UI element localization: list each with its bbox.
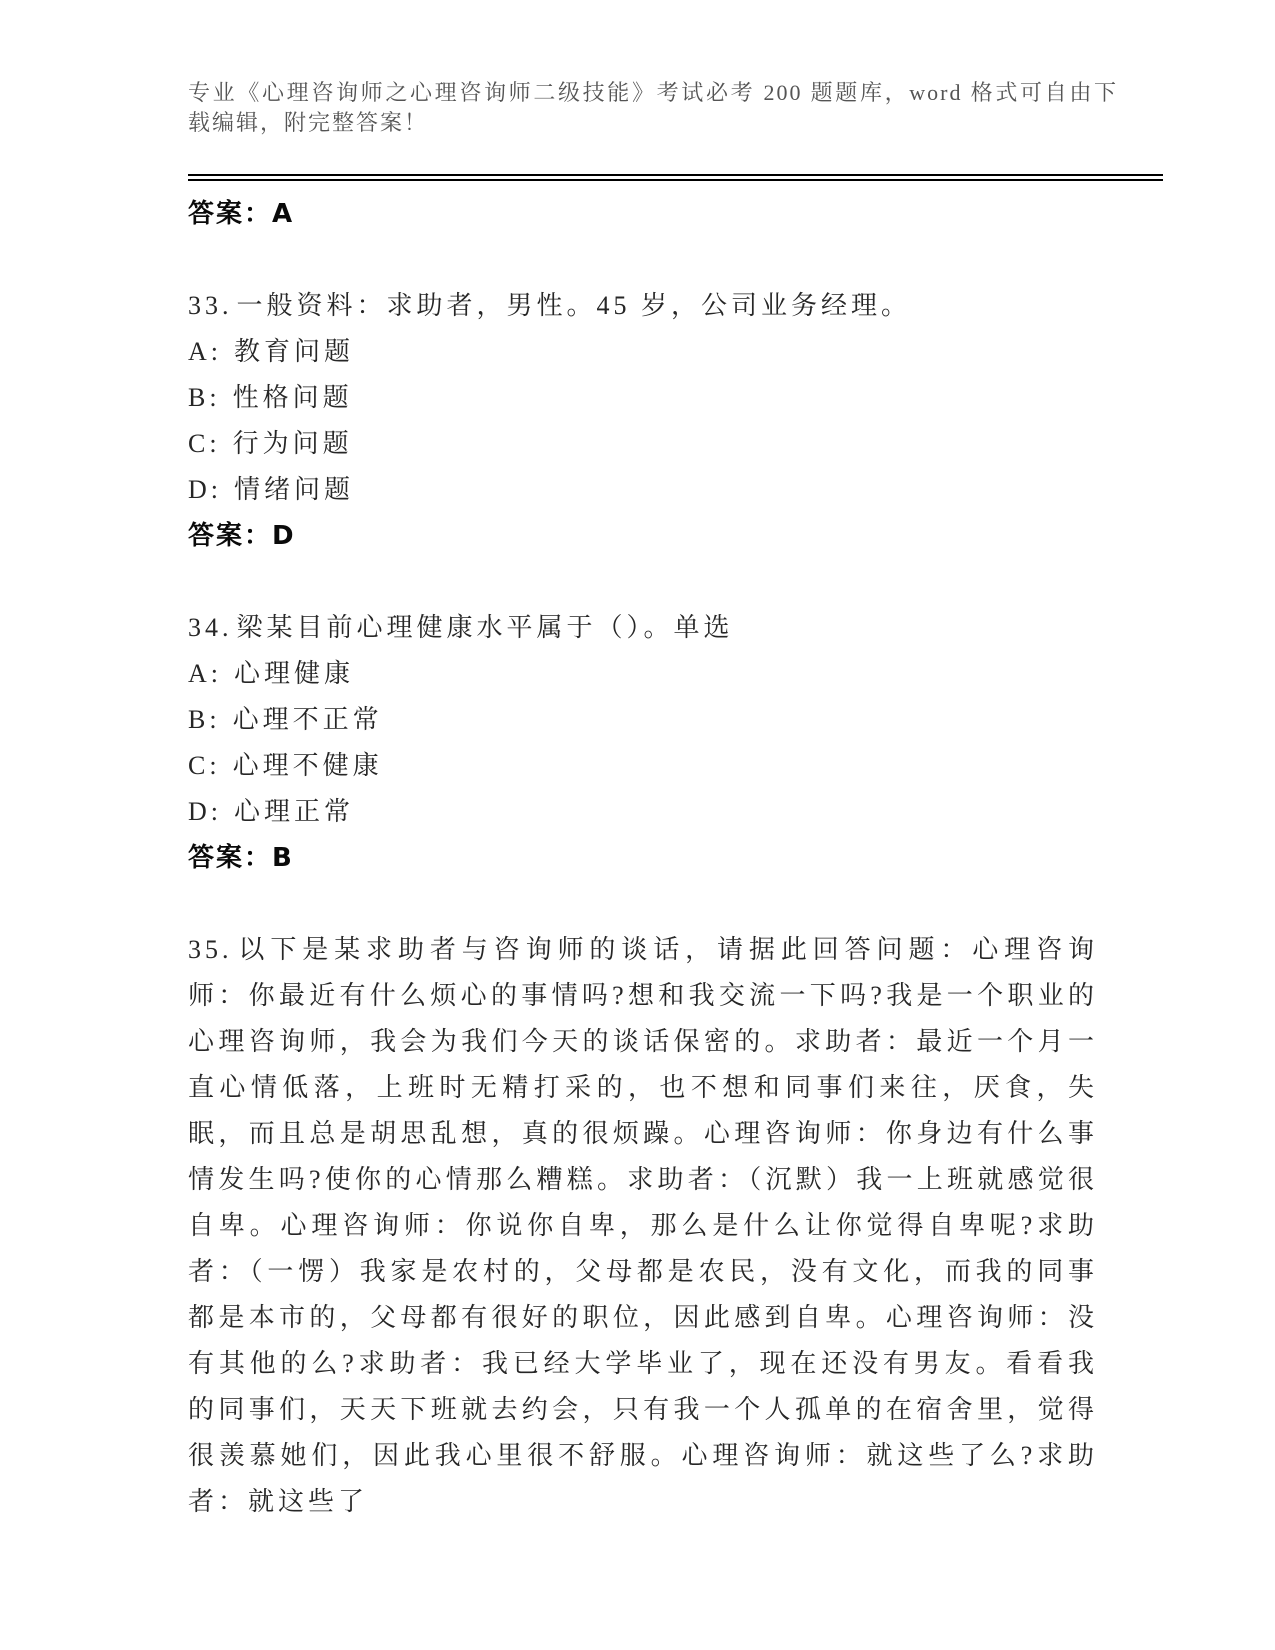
option-c — [188, 421, 1098, 467]
answer-value: A — [272, 199, 295, 229]
question-body: 以下是某求助者与咨询师的谈话，请据此回答问题：心理咨询师：你最近有什么烦心的事情吗?想和我交流一下吗?我是一个职业的心理咨询师，我会为我们今天的谈话保密的。求助者：最近一个月一直心情低落，上班时无精打采的，也不想和同事们来往，厌食，失眠，而且总是胡思乱想，真的很烦躁。心理咨询师：你身边有什么事情发生吗?使你的心情那么糟糕。求助者：（沉默）我一上班就感觉很自卑。心理咨询师：你说你自卑，那么是什么让你觉得自卑呢?求助者：（一愣）我家是农村的，父母都是农民，没有文化，而我的同事都是本市的，父母都有很好的职位，因此感到自卑。心理咨询师：没有其他的么?求助者：我已经大学毕业了，现在还没有男友。看看我的同事们，天天下班就去约会，只有我一个人孤单的在宿舍里，觉得很羡慕她们，因此我心里很不舒服。心理咨询师：就这些了么?求助者：就这些了 — [188, 935, 1098, 1516]
option-d — [188, 467, 1098, 513]
option-key: B: — [188, 383, 221, 412]
option-text: 性格问题 — [232, 383, 353, 412]
option-c — [188, 743, 1098, 789]
option-text: 心理正常 — [234, 797, 355, 826]
option-text: 心理不健康 — [232, 751, 383, 780]
option-key: C: — [188, 751, 221, 780]
question-35 — [188, 927, 1163, 1525]
option-key: C: — [188, 429, 221, 458]
option-a — [188, 329, 1098, 375]
option-key: D: — [188, 475, 222, 504]
question-text — [188, 605, 1098, 651]
answer-line — [188, 835, 1163, 881]
question-text — [188, 283, 1098, 329]
option-key: B: — [188, 705, 221, 734]
option-key: A: — [188, 337, 222, 366]
answer-line — [188, 513, 1163, 559]
section-divider — [188, 174, 1163, 181]
option-text: 心理不正常 — [232, 705, 383, 734]
question-body: 梁某目前心理健康水平属于（）。单选 — [236, 613, 734, 642]
option-key: D: — [188, 797, 222, 826]
question-number: 35. — [188, 935, 233, 964]
option-text: 教育问题 — [234, 337, 355, 366]
option-b — [188, 375, 1098, 421]
option-text: 心理健康 — [234, 659, 355, 688]
answer-label: 答案： — [188, 199, 273, 229]
question-number: 33. — [188, 291, 233, 320]
option-text: 行为问题 — [232, 429, 353, 458]
answer-label: 答案： — [188, 843, 273, 873]
question-body: 一般资料：求助者，男性。45 岁，公司业务经理。 — [236, 291, 912, 320]
option-b — [188, 697, 1098, 743]
option-d — [188, 789, 1098, 835]
answer-value: D — [272, 521, 296, 551]
option-a — [188, 651, 1098, 697]
orphan-answer-line — [188, 191, 1163, 237]
option-key: A: — [188, 659, 222, 688]
question-33 — [188, 283, 1163, 559]
header-text: 专业《心理咨询师之心理咨询师二级技能》考试必考 200 题题库，word 格式可自由下载编辑，附完整答案！ — [188, 80, 1118, 135]
question-34 — [188, 605, 1163, 881]
question-number: 34. — [188, 613, 233, 642]
answer-value: B — [272, 843, 294, 873]
option-text: 情绪问题 — [234, 475, 355, 504]
document-header — [188, 78, 1163, 138]
question-text — [188, 927, 1098, 1525]
answer-label: 答案： — [188, 521, 273, 551]
